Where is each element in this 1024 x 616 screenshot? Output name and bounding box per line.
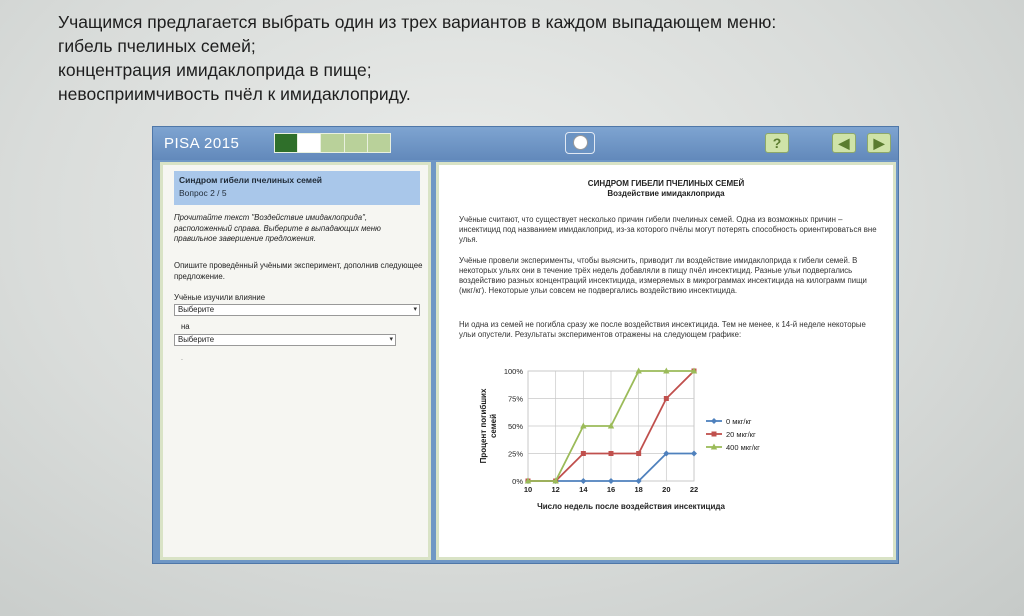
question-panel [160, 162, 431, 560]
timer-button[interactable] [565, 132, 595, 154]
intro-line: концентрация имидаклоприда в пище; [58, 60, 372, 80]
legend-label: 400 мкг/кг [726, 443, 760, 452]
progress-segment [345, 134, 368, 152]
progress-segment [368, 134, 390, 152]
clock-icon [573, 135, 588, 150]
chevron-down-icon: ▾ [389, 336, 393, 343]
y-tick-label: 50% [507, 422, 523, 431]
y-tick-label: 0% [512, 477, 523, 486]
x-tick-label: 14 [579, 485, 588, 494]
x-tick-label: 12 [551, 485, 560, 494]
intro-text [58, 10, 958, 106]
intro-line: невосприимчивость пчёл к имидаклоприду. [58, 84, 411, 104]
y-axis-label: Процент погибших [479, 388, 488, 464]
x-tick-label: 10 [523, 485, 533, 494]
progress-segment [275, 134, 298, 152]
question-header [174, 171, 420, 205]
dropdown-2-value: Выберите [178, 335, 215, 344]
y-tick-label: 100% [503, 367, 523, 376]
data-point [636, 451, 641, 456]
sentence-part-1: Учёные изучили влияние [174, 293, 266, 302]
unit-title: Синдром гибели пчелиных семей [179, 175, 323, 185]
y-tick-label: 25% [507, 449, 523, 459]
stimulus-title-line1: СИНДРОМ ГИБЕЛИ ПЧЕЛИНЫХ СЕМЕЙ [587, 179, 745, 188]
x-axis-label: Число недель после воздействия инсектицида [537, 502, 725, 511]
paragraph-2: Учёные провели эксперименты, чтобы выяснить, приводит ли воздействие имидаклоприда к гибели семей. В некоторых ульях они в течение трёх недель добавляли в пищу пчёл инсектицид. Разные ульи подвергались воздействию разных концентраций инсектицида, измеряемых в микрограммах инсектицида на килограмм пищи (мкг/кг). Некоторые ульи совсем не подвергались воздействию инсектицида. [459, 256, 867, 295]
help-button[interactable]: ? [765, 133, 789, 153]
top-bar [153, 127, 898, 160]
stimulus-panel [436, 162, 896, 560]
progress-bar [274, 133, 391, 153]
x-tick-label: 16 [606, 485, 616, 494]
task-text: Опишите проведённый учёными эксперимент, дополнив следующее предложение. [174, 261, 423, 281]
text-cursor-mark: . [181, 355, 183, 362]
progress-segment [298, 134, 321, 152]
question-number: Вопрос 2 / 5 [179, 188, 227, 198]
instruction-text: Прочитайте текст "Воздействие имидаклоприда", расположенный справа. Выберите в выпадающих меню правильное завершение предложения. [174, 213, 381, 243]
chevron-down-icon: ▾ [413, 306, 417, 313]
y-tick-label: 75% [507, 394, 523, 404]
next-button[interactable]: ▶ [867, 133, 891, 153]
data-point [664, 396, 669, 401]
x-tick-label: 18 [634, 485, 643, 494]
line-chart [466, 363, 846, 513]
legend-marker [711, 418, 717, 424]
legend-label: 0 мкг/кг [726, 417, 752, 426]
dropdown-1[interactable] [174, 304, 420, 316]
intro-line: гибель пчелиных семей; [58, 36, 256, 56]
data-point [609, 451, 614, 456]
x-tick-label: 20 [662, 485, 671, 494]
data-point [581, 451, 586, 456]
stimulus-title-line2: Воздействие имидаклоприда [607, 189, 725, 198]
y-axis-label: семей [489, 413, 498, 439]
dropdown-2[interactable] [174, 334, 396, 346]
legend-label: 20 мкг/кг [726, 430, 756, 439]
sentence-part-2: на [181, 322, 190, 331]
stimulus-title [439, 179, 893, 199]
x-tick-label: 22 [689, 485, 699, 494]
paragraph-1: Учёные считают, что существует несколько причин гибели пчелиных семей. Одна из возможных причин – инсектицид под названием имидаклоприд, из-за которого пчёлы могут потерять способность ориентироваться вне улья. [459, 215, 877, 244]
intro-line: Учащимся предлагается выбрать один из трех вариантов в каждом выпадающем меню: [58, 12, 777, 32]
legend-marker [712, 432, 717, 437]
paragraph-3: Ни одна из семей не погибла сразу же после воздействия инсектицида. Тем не менее, к 14-й неделе некоторые ульи опустели. Результаты экспериментов отражены на следующем графике: [459, 320, 866, 339]
prev-button[interactable]: ◀ [832, 133, 856, 153]
dropdown-1-value: Выберите [178, 305, 215, 314]
pisa-test-window [152, 126, 899, 564]
brand-title: PISA 2015 [164, 135, 240, 152]
progress-segment [321, 134, 344, 152]
